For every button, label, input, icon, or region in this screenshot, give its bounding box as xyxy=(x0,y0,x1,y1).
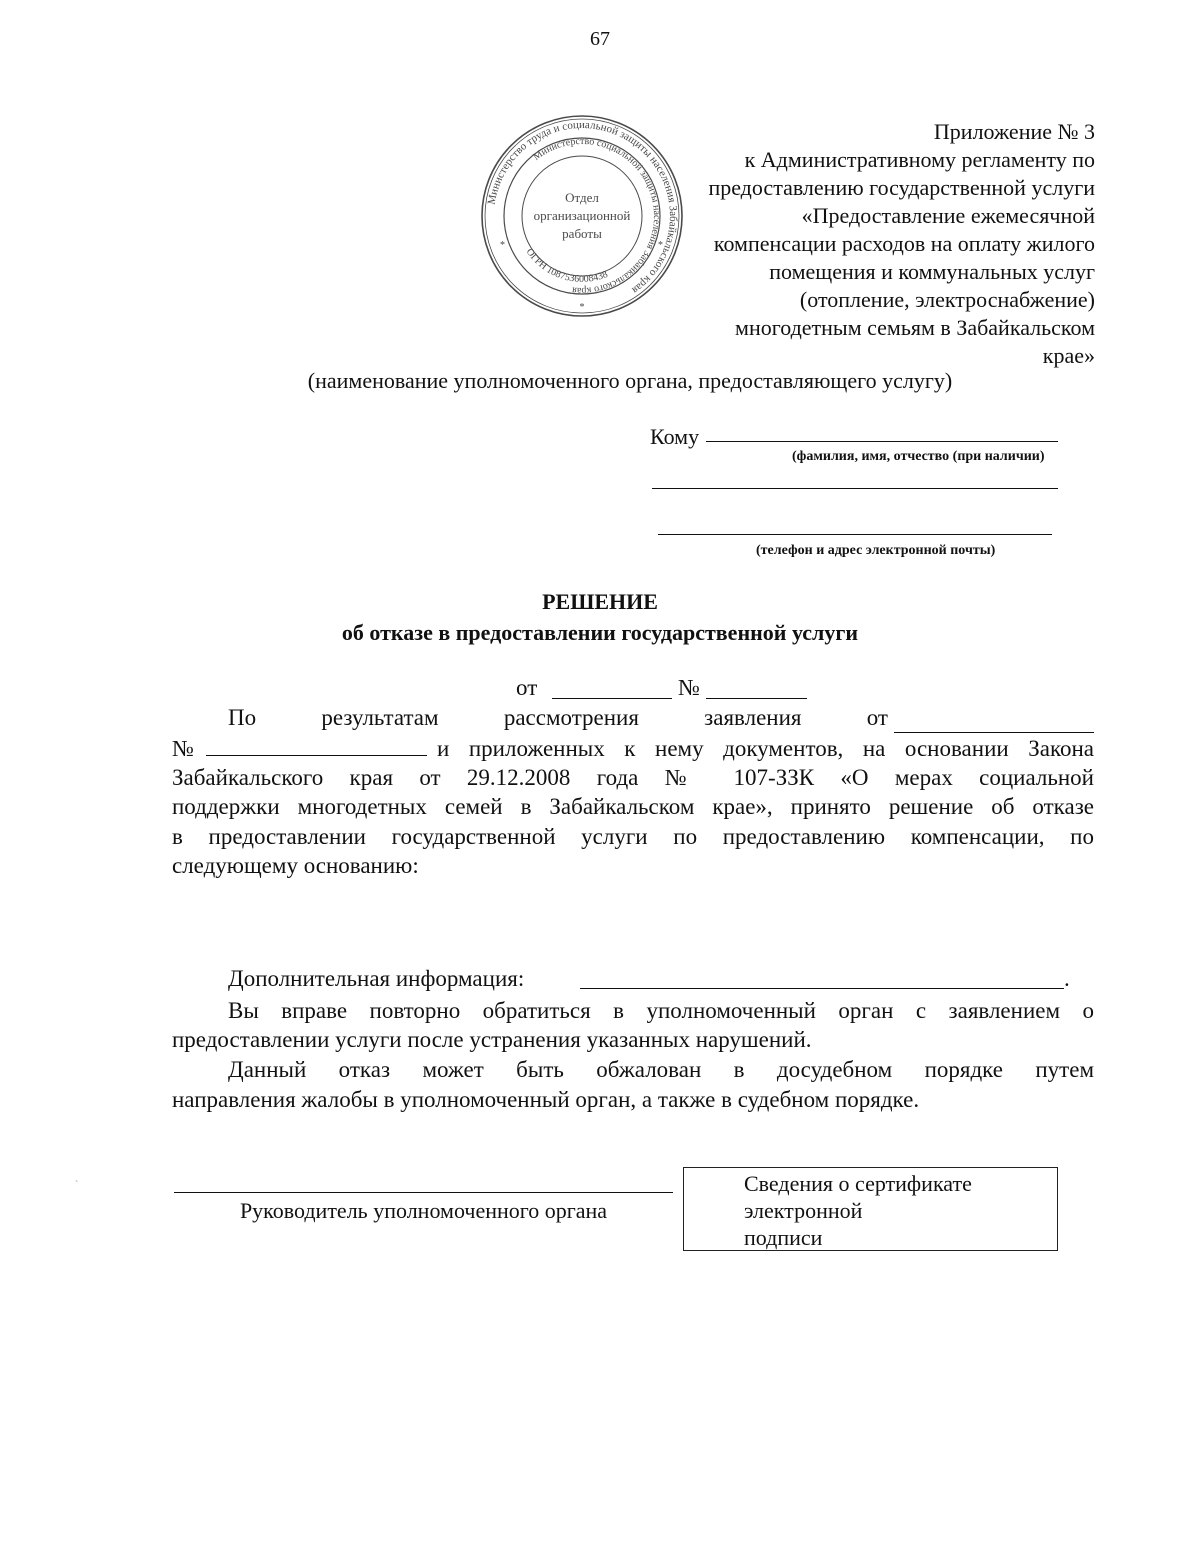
certificate-line: электронной xyxy=(744,1198,863,1223)
page-number: 67 xyxy=(590,28,610,50)
decision-date-field[interactable] xyxy=(552,674,672,699)
appendix-line: предоставлению государственной услуги xyxy=(708,175,1095,200)
additional-info-label: Дополнительная информация: xyxy=(228,966,525,991)
star-icon: * xyxy=(579,302,585,313)
body-word: от xyxy=(866,705,888,730)
reapply-line: Вы вправе повторно обратиться в уполномоченный орган с заявлением о xyxy=(228,998,1094,1023)
margin-mark: ` xyxy=(75,1180,79,1191)
body-word: результатам xyxy=(321,705,439,730)
stamp-center-line: Отдел xyxy=(565,190,599,205)
appendix-line: помещения и коммунальных услуг xyxy=(769,259,1095,284)
authority-name-caption: (наименование уполномоченного органа, предоставляющего услугу) xyxy=(307,368,953,393)
body-word: рассмотрения xyxy=(503,705,639,730)
document-title: РЕШЕНИЕ xyxy=(542,589,658,614)
decision-number-field[interactable] xyxy=(706,674,807,699)
certificate-info-box xyxy=(683,1167,1058,1251)
appendix-line: компенсации расходов на оплату жилого xyxy=(713,231,1095,256)
signature-field[interactable] xyxy=(174,1170,673,1193)
certificate-line: подписи xyxy=(744,1225,823,1250)
document-subtitle: об отказе в предоставлении государственной услуги xyxy=(341,620,859,645)
application-number-field[interactable] xyxy=(206,731,427,756)
certificate-line: Сведения о сертификате xyxy=(744,1171,972,1196)
body-line: в предоставлении государственной услуги по предоставлению компенсации, по xyxy=(172,824,1094,849)
star-icon: * xyxy=(658,240,663,251)
recipient-contacts-field[interactable] xyxy=(658,512,1052,535)
body-line xyxy=(228,703,1094,733)
application-number-label: № xyxy=(172,736,194,761)
stamp-outer-text: Министерство труда и социальной защиты населения Забайкальского края xyxy=(485,118,680,297)
additional-info-field[interactable] xyxy=(580,964,1064,989)
star-icon: * xyxy=(500,240,505,251)
appendix-line: крае» xyxy=(1042,343,1095,368)
body-word: По xyxy=(228,705,257,730)
appeal-line: Данный отказ может быть обжалован в досудебном порядке путем xyxy=(228,1057,1094,1082)
appendix-header xyxy=(640,118,1095,370)
body-line: поддержки многодетных семей в Забайкальском крае», принято решение об отказе xyxy=(172,794,1094,819)
appeal-line: направления жалобы в уполномоченный орган, а также в судебном порядке. xyxy=(172,1087,920,1112)
recipient-name-caption: (фамилия, имя, отчество (при наличии) xyxy=(792,449,1045,464)
appendix-line: «Предоставление ежемесячной xyxy=(801,203,1095,228)
body-line: и приложенных к нему документов, на основании Закона xyxy=(437,736,1094,761)
stamp-ogrn: ОГРН 1087536008438 xyxy=(523,246,610,285)
signature-caption: Руководитель уполномоченного органа xyxy=(239,1198,608,1223)
recipient-contacts-caption: (телефон и адрес электронной почты) xyxy=(756,543,996,558)
appendix-line: (отопление, электроснабжение) xyxy=(799,287,1095,312)
body-line: Забайкальского края от 29.12.2008 года № 107-ЗЗК «О мерах социальной xyxy=(172,765,1094,790)
appendix-line: к Административному регламенту по xyxy=(744,147,1095,172)
number-label: № xyxy=(678,675,700,700)
official-stamp xyxy=(478,112,686,320)
body-line: следующему основанию: xyxy=(172,853,419,878)
stamp-center-line: работы xyxy=(562,226,602,241)
recipient-name-field[interactable] xyxy=(706,419,1058,442)
application-date-field[interactable] xyxy=(894,708,1094,733)
additional-info-end: . xyxy=(1064,966,1070,991)
application-date-group xyxy=(867,703,1094,733)
date-from-label: от xyxy=(516,675,538,700)
recipient-extra-field[interactable] xyxy=(652,466,1058,489)
reapply-line: предоставлении услуги после устранения указанных нарушений. xyxy=(172,1027,812,1052)
stamp-inner-text: Министерство социальной защиты населения Забайкальского края xyxy=(531,135,663,297)
recipient-label: Кому xyxy=(650,424,700,449)
appendix-line: Приложение № 3 xyxy=(933,119,1095,144)
stamp-center-line: организационной xyxy=(533,208,631,223)
body-word: заявления xyxy=(704,705,802,730)
appendix-line: многодетным семьям в Забайкальском xyxy=(735,315,1095,340)
